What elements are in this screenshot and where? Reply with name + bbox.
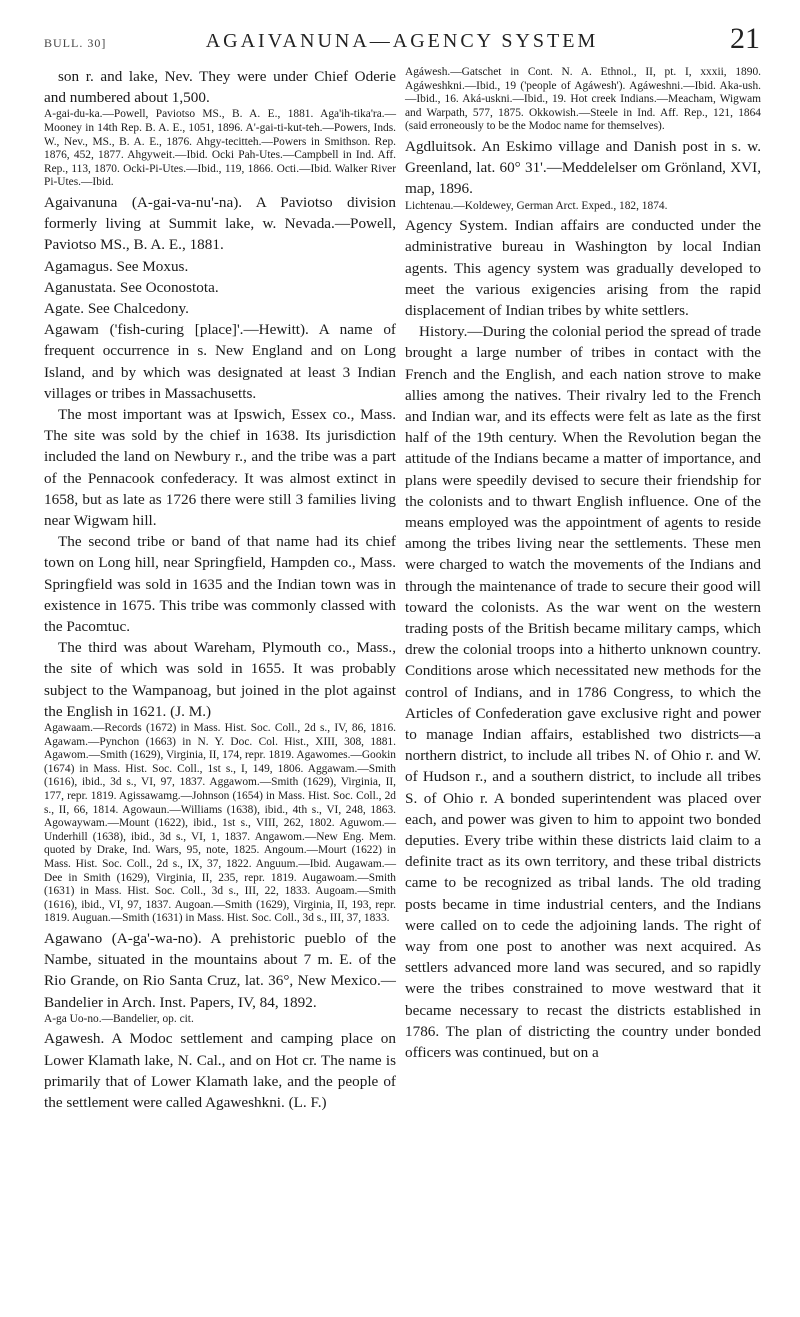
dictionary-entry: Agamagus. See Moxus. [44, 257, 189, 275]
page-headline: AGAIVANUNA—AGENCY SYSTEM [205, 30, 599, 52]
paragraph: The third was about Wareham, Plymouth co., Mass., the site of which was sold in 1655. It was probably subject to the Wampanoag, but joined in the plot against the English in 1621. (J. M.) [44, 639, 396, 720]
running-header [44, 22, 760, 56]
dictionary-entry: Agawano (A-ga'-wa-no). A prehistoric pueblo of the Nambe, situated in the mountains about 7 m. E. of the Rio Grande, on Rio Santa Cruz, lat. 36°, New Mexico.—Bandelier in Arch. Inst. Papers, IV, 84, 1892. [44, 929, 396, 1011]
dictionary-entry: Agency System. Indian affairs are conducted under the administrative bureau in Washington by local Indian agents. This agency system was gradually developed to meet the various exigencies arising from the rapid displacement of Indian tribes by white settlers. [405, 217, 761, 319]
dictionary-entry: Aganustata. See Oconostota. [44, 278, 219, 296]
paragraph: History.—During the colonial period the spread of trade brought a large number of tribes in contact with the French and the English, and each nation strove to make allies among the natives. Their rivalry led to the French and Indian war, and its effects were felt as late as the first half of the 19th century. When the Revolution began the attitude of the Indians became a matter of importance, and plans were speedily devised to secure their friendship for the colonists and to thwart English influence. One of the means employed was the appointment of agents to reside among the tribes living near the settlements. These men were charged to watch the movements of the Indians and through the maintenance of trade to secure their good will toward the colonists. As the war went on the western trading posts of the British became military camps, which drew the colonial troops into a hitherto unknown country. Conditions arose which necessitated new methods for the control of Indians, and in 1786 Congress, to which the Articles of Confederation gave exclusive right and power to manage Indian affairs, established two districts—a northern district, to include all tribes N. of Ohio r. and W. of Hudson r., and a southern district, to include all tribes S. of Ohio r. A bonded superintendent was placed over each, and power was given to him to appoint two bonded deputies. Every tribe within these districts laid claim to a definite tract as its own territory, and these tribal districts came to be recognized as tribal lands. The old trading posts became in time industrial centers, and the Indians were called on to cede the adjoining lands. The right of way from one post to another was next acquired. As settlers advanced more land was secured, and so rapidly were the tribes constrained to move westward that it became necessary to recast the districts established in 1786. The plan of districting the country under bonded officers was continued, but on a [405, 323, 761, 1062]
citation-block: A-gai-du-ka.—Powell, Paviotso MS., B. A. E., 1881. Aga'ih-tika'ra.—Mooney in 14th Rep. B. A. E., 1051, 1896. A'-gai-ti-kut-teh.—Powers, Inds. W., Nev., MS., B. A. E., 1876. Ahgy-tecitteh.—Powers in Smithson. Rep. 1876, 452, 1877. Ahgyweit.—Ibid. Ocki Pah-Utes.—Campbell in Ind. Aff. Rep., 113, 1870. Ocki-Pi-Utes.—Ibid., 119, 1866. Octi.—Ibid. Walker River Pi-Utes.—Ibid. [44, 108, 396, 189]
dictionary-entry: Agawam ('fish-curing [place]'.—Hewitt). A name of frequent occurrence in s. New England and on Long Island, and by which was designated at least 3 Indian villages or tribes in Massachusetts. [44, 321, 396, 402]
page-number: 21 [730, 22, 760, 55]
dictionary-entry: Agaivanuna (A-gai-va-nu'-na). A Paviotso division formerly living at Summit lake, w. Nevada.—Powell, Paviotso MS., B. A. E., 1881. [44, 193, 396, 254]
bulletin-number: BULL. 30] [44, 36, 107, 50]
citation-block: Lichtenau.—Koldewey, German Arct. Exped., 182, 1874. [405, 199, 668, 212]
dictionary-entry: Agdluitsok. An Eskimo village and Danish post in s. w. Greenland, lat. 60° 31'.—Meddelelser om Grönland, XVI, map, 1896. [405, 137, 761, 198]
paragraph: The second tribe or band of that name had its chief town on Long hill, near Springfield, Hampden co., Mass. Springfield was sold in 1635 and the Indian town was in existence in 1675. This tribe was commonly classed with the Pacomtuc. [44, 533, 396, 636]
dictionary-entry: Agawesh. A Modoc settlement and camping place on Lower Klamath lake, N. Cal., and on Hot cr. The name is primarily that of Lower Klamath lake, and the people of the settlement were called Agaweshkni. (L. F.) [44, 1030, 396, 1111]
citation-block: Agáwesh.—Gatschet in Cont. N. A. Ethnol., II, pt. I, xxxii, 1890. Agáweshkni.—Ibid., 19 ('people of Agáwesh'). Agáweshni.—Ibid. Aka-ush.—Ibid., 16. Aká-uskni.—Ibid., 19. Hot creek Indians.—Meacham, Wigwam and Warpath, 577, 1875. Okkowish.—Steele in Ind. Aff. Rep., 121, 1864 (said erroneously to be the Modoc name for themselves). [405, 66, 761, 133]
citation-block: Agawaam.—Records (1672) in Mass. Hist. Soc. Coll., 2d s., IV, 86, 1816. Agawam.—Pynchon (1663) in N. Y. Doc. Col. Hist., XIII, 308, 1881. Agawom.—Smith (1629), Virginia, II, 174, repr. 1819. Agawomes.—Gookin (1674) in Mass. Hist. Soc. Coll., 1st s., I, 149, 1806. Aggawam.—Smith (1616), ibid., 3d s., VI, 97, 1837. Aggawom.—Smith (1629), Virginia, II, 177, repr. 1819. Agissawamg.—Johnson (1654) in Mass. Hist. Soc. Coll., 2d s., II, 66, 1814. Agowaun.—Williams (1638), ibid., 4th s., VI, 248, 1863. Agowaywam.—Mount (1622), ibid., 1st s., VIII, 262, 1802. Aguwom.—Underhill (1638), ibid., 3d s., VI, 1, 1837. Angawom.—New Eng. Mem. quoted by Drake, Ind. Wars, 95, note, 1825. Angoum.—Mourt (1622) in Mass. Hist. Soc. Coll., 2d s., IX, 37, 1822. Anguum.—Ibid. Augawam.—Dee in Smith (1629), Virginia, II, 235, repr. 1819. Augawoam.—Smith (1631) in Mass. Hist. Soc. Coll., 3d s., III, 22, 1833. Augoam.—Smith (1616), ibid., VI, 97, 1837. Augoan.—Smith (1629), Virginia, II, 193, repr. 1819. Auguan.—Smith (1631) in Mass. Hist. Soc. Coll., 3d s., III, 37, 1833. [44, 722, 396, 925]
paragraph: son r. and lake, Nev. They were under Chief Oderie and numbered about 1,500. [44, 68, 396, 107]
right-column [405, 66, 761, 1063]
dictionary-entry: Agate. See Chalcedony. [44, 299, 189, 317]
citation-block: A-ga Uo-no.—Bandelier, op. cit. [44, 1012, 194, 1025]
paragraph: The most important was at Ipswich, Essex co., Mass. The site was sold by the chief in 1638. Its jurisdiction included the land on Newbury r., and the tribe was a part of the Pennacook confederacy. It was almost extinct in 1658, but as late as 1726 there were still 3 families living near Wigwam hill. [44, 406, 396, 530]
left-column [44, 66, 396, 1113]
